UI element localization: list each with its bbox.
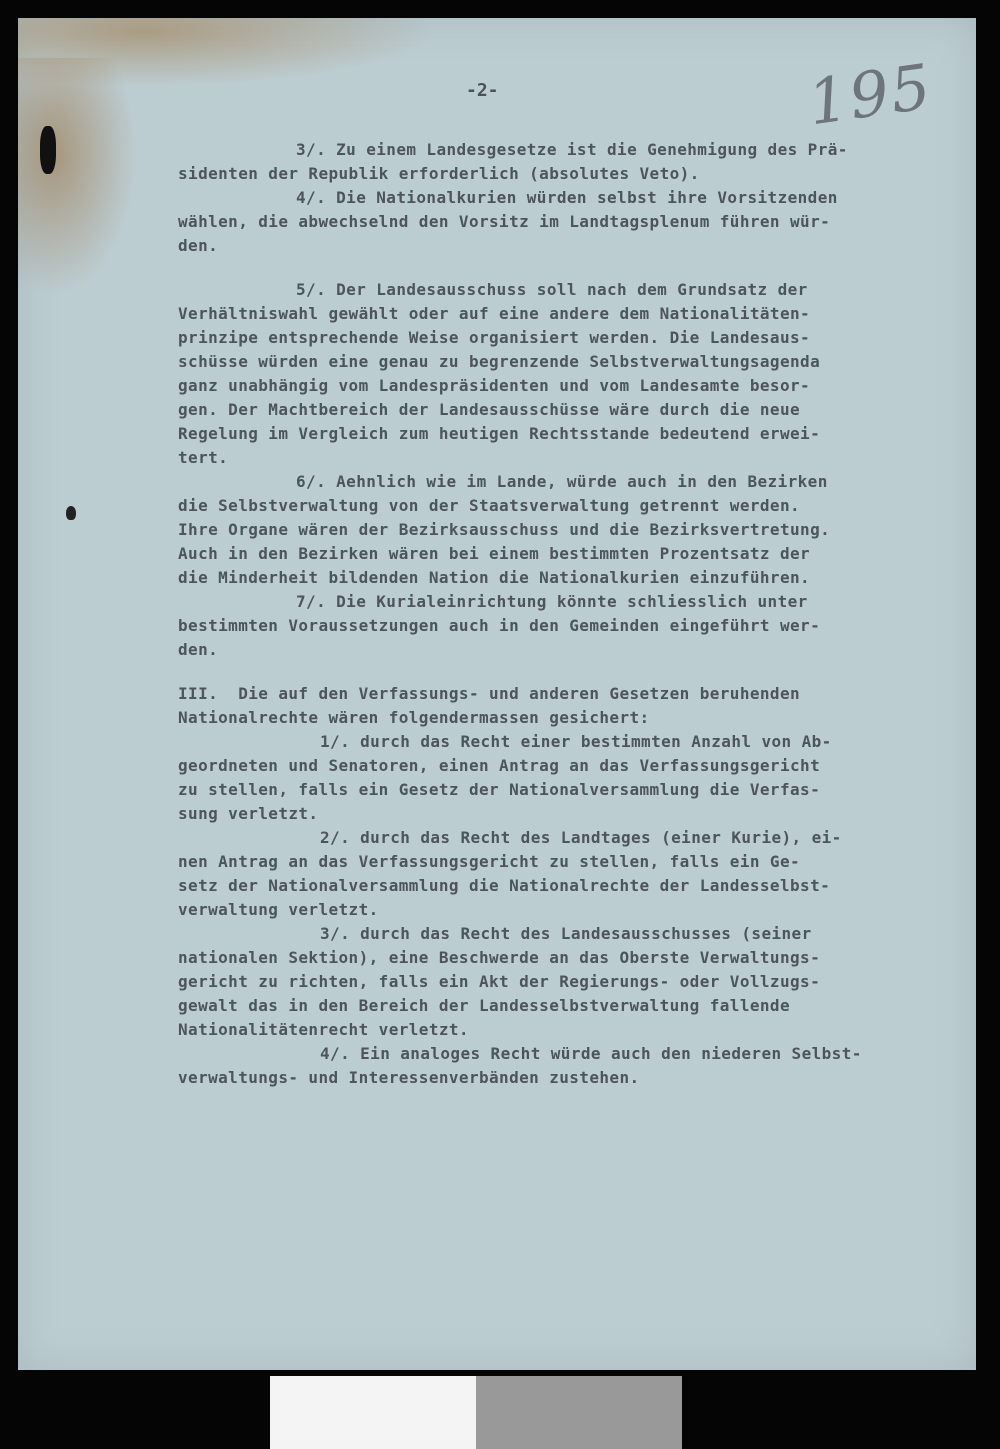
text-line: den.: [178, 640, 219, 659]
text-line: prinzipe entsprechende Weise organisiert werden. Die Landesaus-: [178, 328, 811, 347]
text-line: ganz unabhängig vom Landespräsidenten und vom Landesamte besor-: [178, 376, 811, 395]
text-line: 5/. Der Landesausschuss soll nach dem Grundsatz der: [296, 280, 808, 299]
text-line: zu stellen, falls ein Gesetz der Nationalversammlung die Verfas-: [178, 780, 821, 799]
ink-mark: [66, 506, 76, 520]
text-line: Regelung im Vergleich zum heutigen Rechtsstande bedeutend erwei-: [178, 424, 821, 443]
text-line: gen. Der Machtbereich der Landesausschüsse wäre durch die neue: [178, 400, 801, 419]
text-line: Verhältniswahl gewählt oder auf eine andere dem Nationalitäten-: [178, 304, 811, 323]
text-line: Ihre Organe wären der Bezirksausschuss und die Bezirksvertretung.: [178, 520, 831, 539]
text-line: 4/. Die Nationalkurien würden selbst ihre Vorsitzenden: [296, 188, 838, 207]
text-line: nen Antrag an das Verfassungsgericht zu stellen, falls ein Ge-: [178, 852, 801, 871]
scan-footer-bar: [0, 1376, 1000, 1449]
text-line: verwaltungs- und Interessenverbänden zustehen.: [178, 1068, 640, 1087]
typewritten-body: [178, 138, 968, 1090]
text-line: 1/. durch das Recht einer bestimmten Anzahl von Ab-: [320, 732, 832, 751]
water-stain-top: [18, 18, 438, 88]
text-line: geordneten und Senatoren, einen Antrag an das Verfassungsgericht: [178, 756, 821, 775]
text-line: sung verletzt.: [178, 804, 319, 823]
text-line: III. Die auf den Verfassungs- und anderen Gesetzen beruhenden: [178, 684, 801, 703]
text-line: die Selbstverwaltung von der Staatsverwaltung getrennt werden.: [178, 496, 801, 515]
water-stain-left: [18, 58, 138, 298]
text-line: setz der Nationalversammlung die Nationalrechte der Landesselbst-: [178, 876, 831, 895]
text-line: die Minderheit bildenden Nation die Nationalkurien einzuführen.: [178, 568, 811, 587]
handwritten-folio-number: 195: [803, 49, 937, 140]
text-line: tert.: [178, 448, 229, 467]
page-number: -2-: [466, 80, 499, 101]
text-line: 6/. Aehnlich wie im Lande, würde auch in den Bezirken: [296, 472, 828, 491]
text-line: 2/. durch das Recht des Landtages (einer Kurie), ei-: [320, 828, 842, 847]
text-line: Auch in den Bezirken wären bei einem bestimmten Prozentsatz der: [178, 544, 811, 563]
text-line: 3/. Zu einem Landesgesetze ist die Genehmigung des Prä-: [296, 140, 848, 159]
text-line: gewalt das in den Bereich der Landesselbstverwaltung fallende: [178, 996, 791, 1015]
paragraph-gap: [178, 258, 968, 278]
text-line: 7/. Die Kurialeinrichtung könnte schliesslich unter: [296, 592, 808, 611]
text-line: 4/. Ein analoges Recht würde auch den niederen Selbst-: [320, 1044, 862, 1063]
text-line: nationalen Sektion), eine Beschwerde an das Oberste Verwaltungs-: [178, 948, 821, 967]
calibration-grey-patch: [476, 1376, 682, 1449]
paragraph-gap: [178, 662, 968, 682]
document-page: [18, 18, 976, 1370]
text-line: den.: [178, 236, 219, 255]
text-line: Nationalitätenrecht verletzt.: [178, 1020, 469, 1039]
calibration-white-patch: [270, 1376, 476, 1449]
text-line: sidenten der Republik erforderlich (absolutes Veto).: [178, 164, 700, 183]
text-line: schüsse würden eine genau zu begrenzende Selbstverwaltungsagenda: [178, 352, 821, 371]
text-line: 3/. durch das Recht des Landesausschusses (seiner: [320, 924, 812, 943]
text-line: bestimmten Voraussetzungen auch in den Gemeinden eingeführt wer-: [178, 616, 821, 635]
text-line: gericht zu richten, falls ein Akt der Regierungs- oder Vollzugs-: [178, 972, 821, 991]
text-line: verwaltung verletzt.: [178, 900, 379, 919]
punch-hole: [40, 126, 56, 174]
text-line: wählen, die abwechselnd den Vorsitz im Landtagsplenum führen wür-: [178, 212, 831, 231]
text-line: Nationalrechte wären folgendermassen gesichert:: [178, 708, 650, 727]
